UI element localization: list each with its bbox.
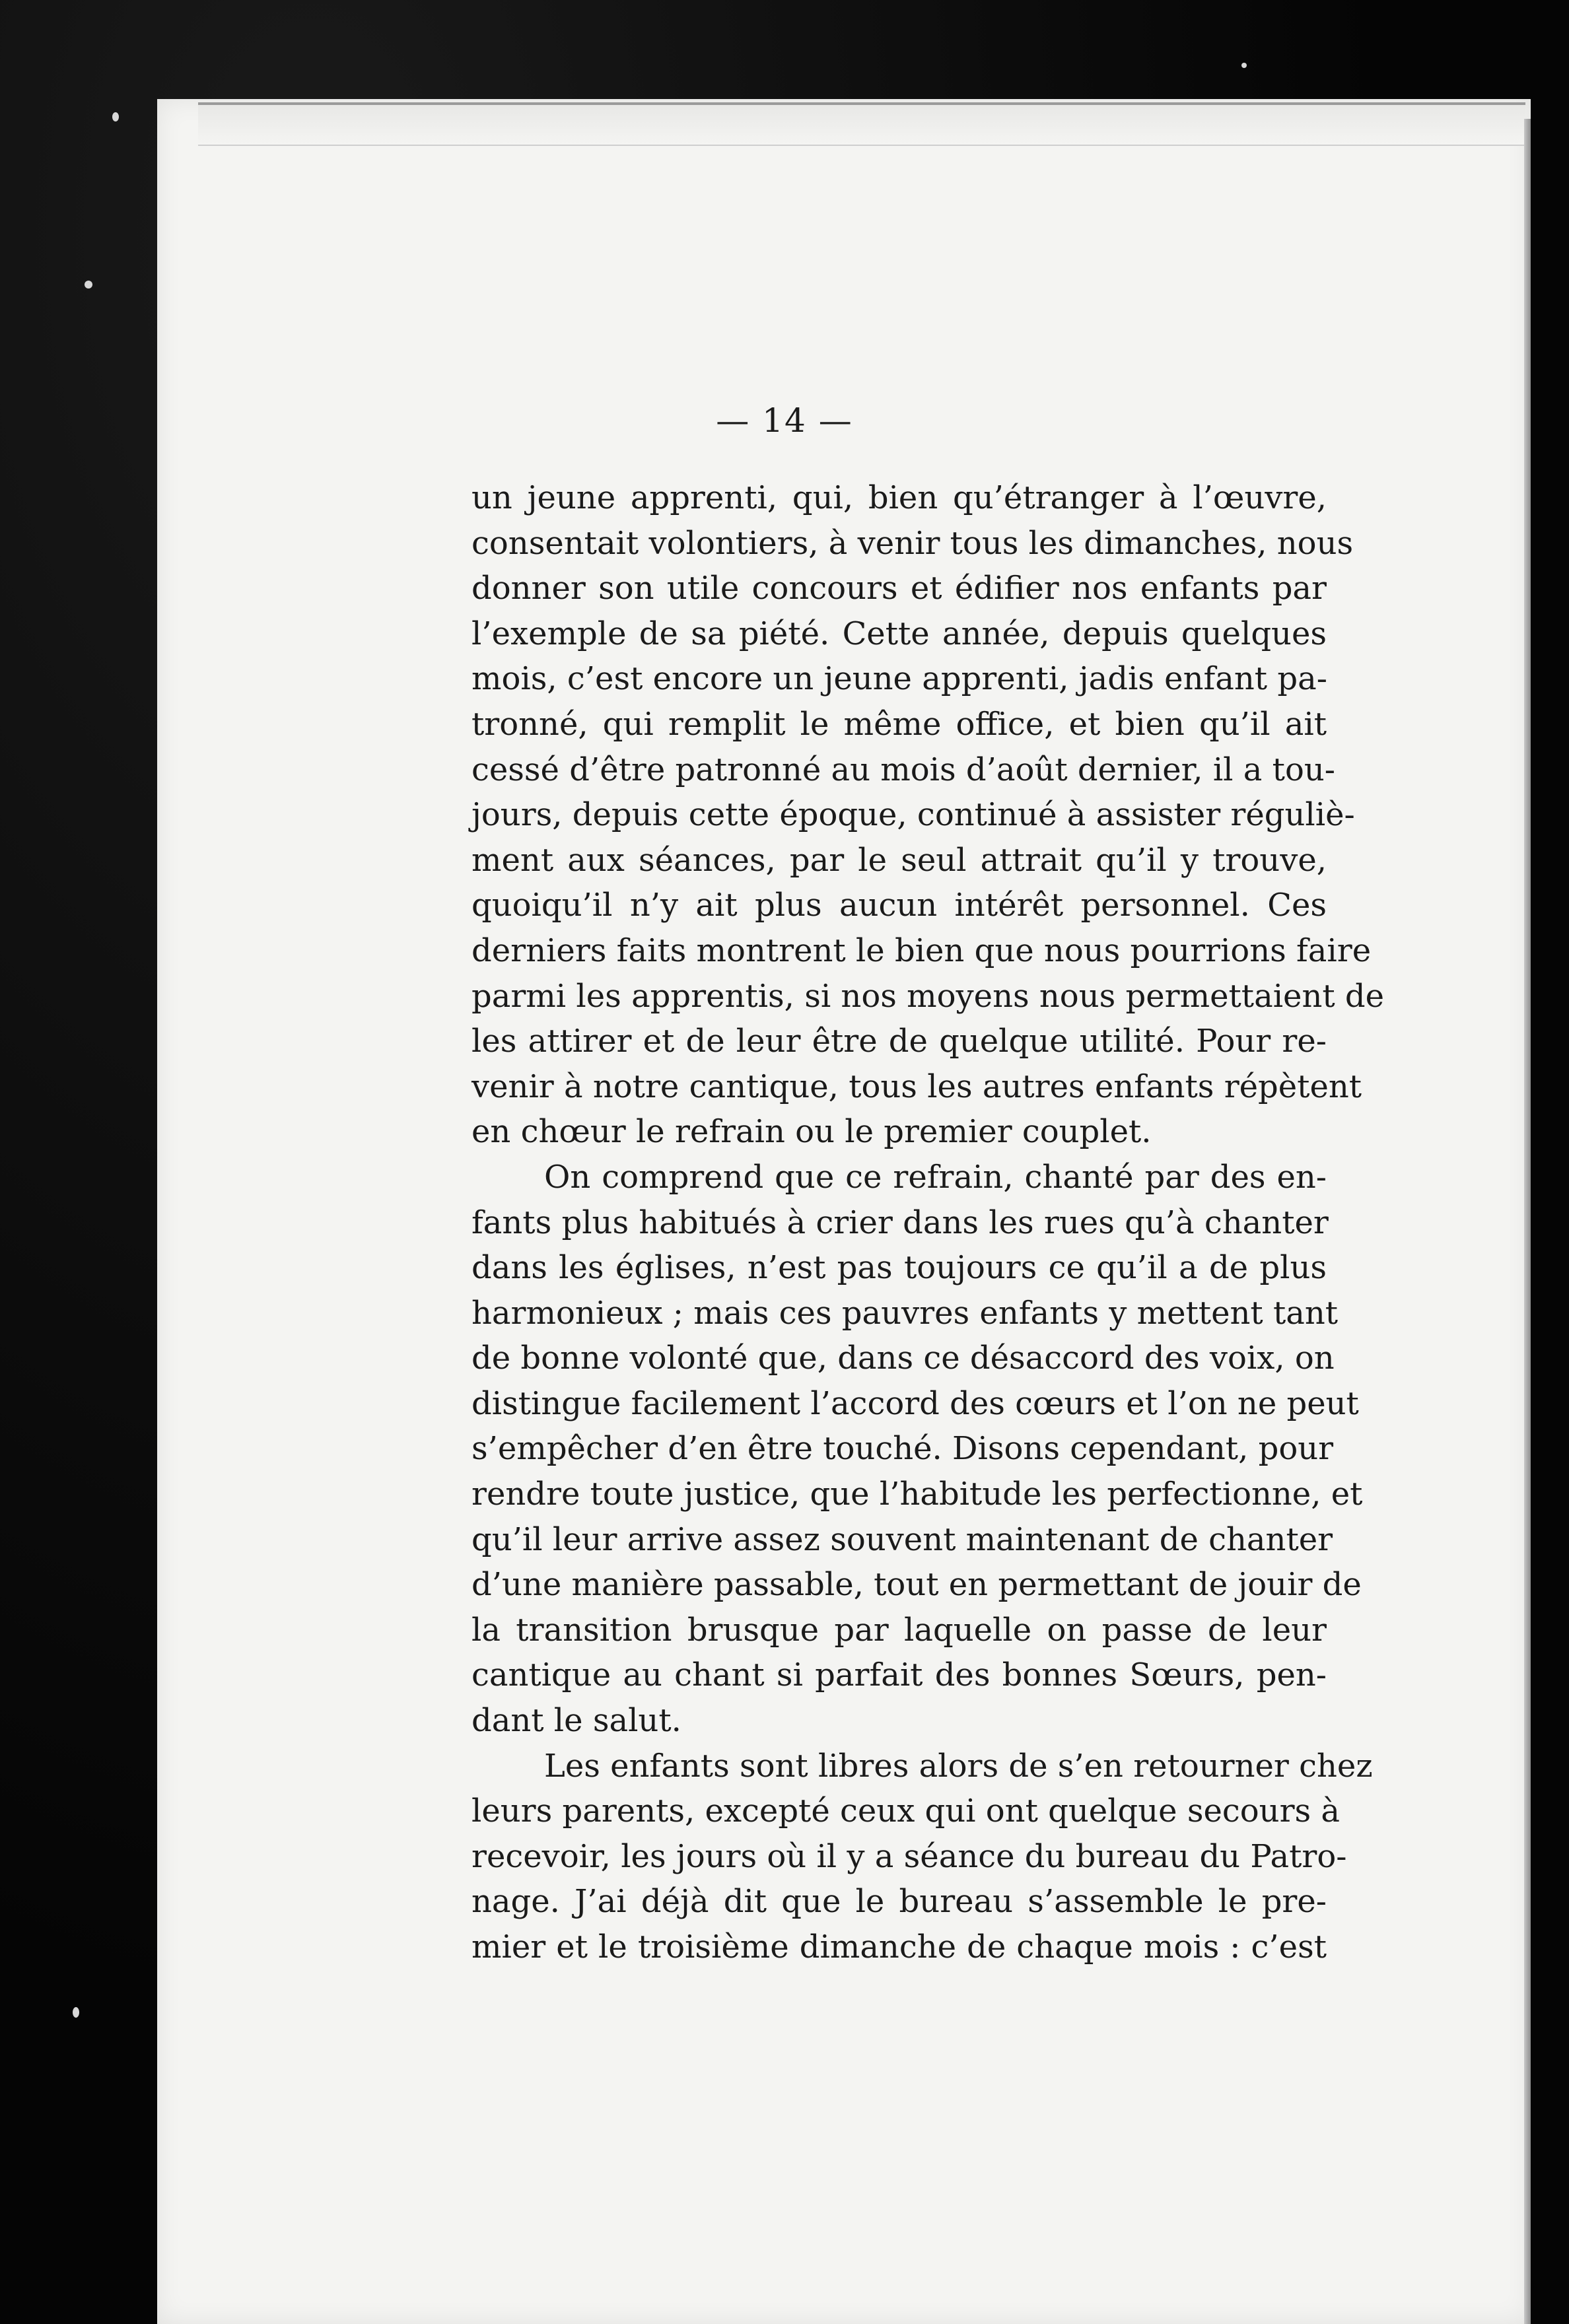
text-line: dans les églises, n’est pas toujours ce qu’il a de plus [471, 1249, 1327, 1287]
text-line: derniers faits montrent le bien que nous pourrions faire [471, 932, 1372, 969]
dust-speck [112, 112, 119, 121]
text-line: distingue facilement l’accord des cœurs et l’on ne peut [471, 1384, 1359, 1422]
text-line: nage. J’ai déjà dit que le bureau s’assemble le pre- [471, 1883, 1327, 1921]
paragraph-2 [471, 1155, 1363, 1744]
scan-margin-right [1531, 0, 1569, 2324]
text-line: leurs parents, excepté ceux qui ont quelque secours à [471, 1793, 1341, 1830]
text-line: dant le salut. [471, 1702, 681, 1740]
text-line: la transition brusque par laquelle on passe de leur [471, 1611, 1327, 1649]
text-line: rendre toute justice, que l’habitude les perfectionne, et [471, 1476, 1363, 1513]
text-line: Les enfants sont libres alors de s’en retourner chez [544, 1747, 1373, 1785]
text-line: On comprend que ce refrain, chanté par des en- [544, 1158, 1327, 1196]
text-line: l’exemple de sa piété. Cette année, depuis quelques [471, 615, 1327, 652]
text-line: en chœur le refrain ou le premier couplet. [471, 1113, 1152, 1151]
text-line: recevoir, les jours où il y a séance du bureau du Patro- [471, 1837, 1347, 1875]
text-line: tronné, qui remplit le même office, et bien qu’il ait [471, 705, 1327, 743]
text-line: d’une manière passable, tout en permettant de jouir de [471, 1566, 1362, 1604]
text-line: venir à notre cantique, tous les autres enfants répètent [471, 1068, 1362, 1105]
text-line: harmonieux ; mais ces pauvres enfants y mettent tant [471, 1294, 1339, 1332]
paragraph-1 [471, 475, 1385, 1155]
page-number: — 14 — [716, 401, 853, 440]
body-text [471, 475, 1385, 1970]
dust-speck [85, 281, 92, 289]
text-line: qu’il leur arrive assez souvent maintenant de chanter [471, 1521, 1333, 1558]
text-line: quoiqu’il n’y ait plus aucun intérêt personnel. Ces [471, 887, 1327, 924]
text-line: un jeune apprenti, qui, bien qu’étranger à l’œuvre, [471, 479, 1327, 516]
text-line: jours, depuis cette époque, continué à assister réguliè- [471, 796, 1355, 834]
dust-speck [73, 2007, 79, 2018]
dust-speck [1241, 63, 1247, 68]
text-line: cantique au chant si parfait des bonnes Sœurs, pen- [471, 1657, 1327, 1694]
text-line: fants plus habitués à crier dans les rues qu’à chanter [471, 1204, 1329, 1241]
text-line: parmi les apprentis, si nos moyens nous permettaient de [471, 977, 1385, 1015]
text-line: les attirer et de leur être de quelque utilité. Pour re- [471, 1023, 1327, 1060]
text-line: ment aux séances, par le seul attrait qu’il y trouve, [471, 841, 1327, 879]
text-line: s’empêcher d’en être touché. Disons cependant, pour [471, 1430, 1334, 1468]
text-line: mois, c’est encore un jeune apprenti, jadis enfant pa- [471, 660, 1327, 698]
text-line: de bonne volonté que, dans ce désaccord des voix, on [471, 1340, 1335, 1377]
text-line: consentait volontiers, à venir tous les dimanches, nous [471, 524, 1354, 562]
text-line: cessé d’être patronné au mois d’août dernier, il a tou- [471, 751, 1335, 788]
paragraph-3 [471, 1744, 1373, 1970]
text-line: donner son utile concours et édifier nos enfants par [471, 570, 1327, 607]
page-right-edge [1524, 119, 1531, 2324]
text-line: mier et le troisième dimanche de chaque mois : c’est [471, 1929, 1327, 1965]
page-top-edge [198, 102, 1525, 146]
